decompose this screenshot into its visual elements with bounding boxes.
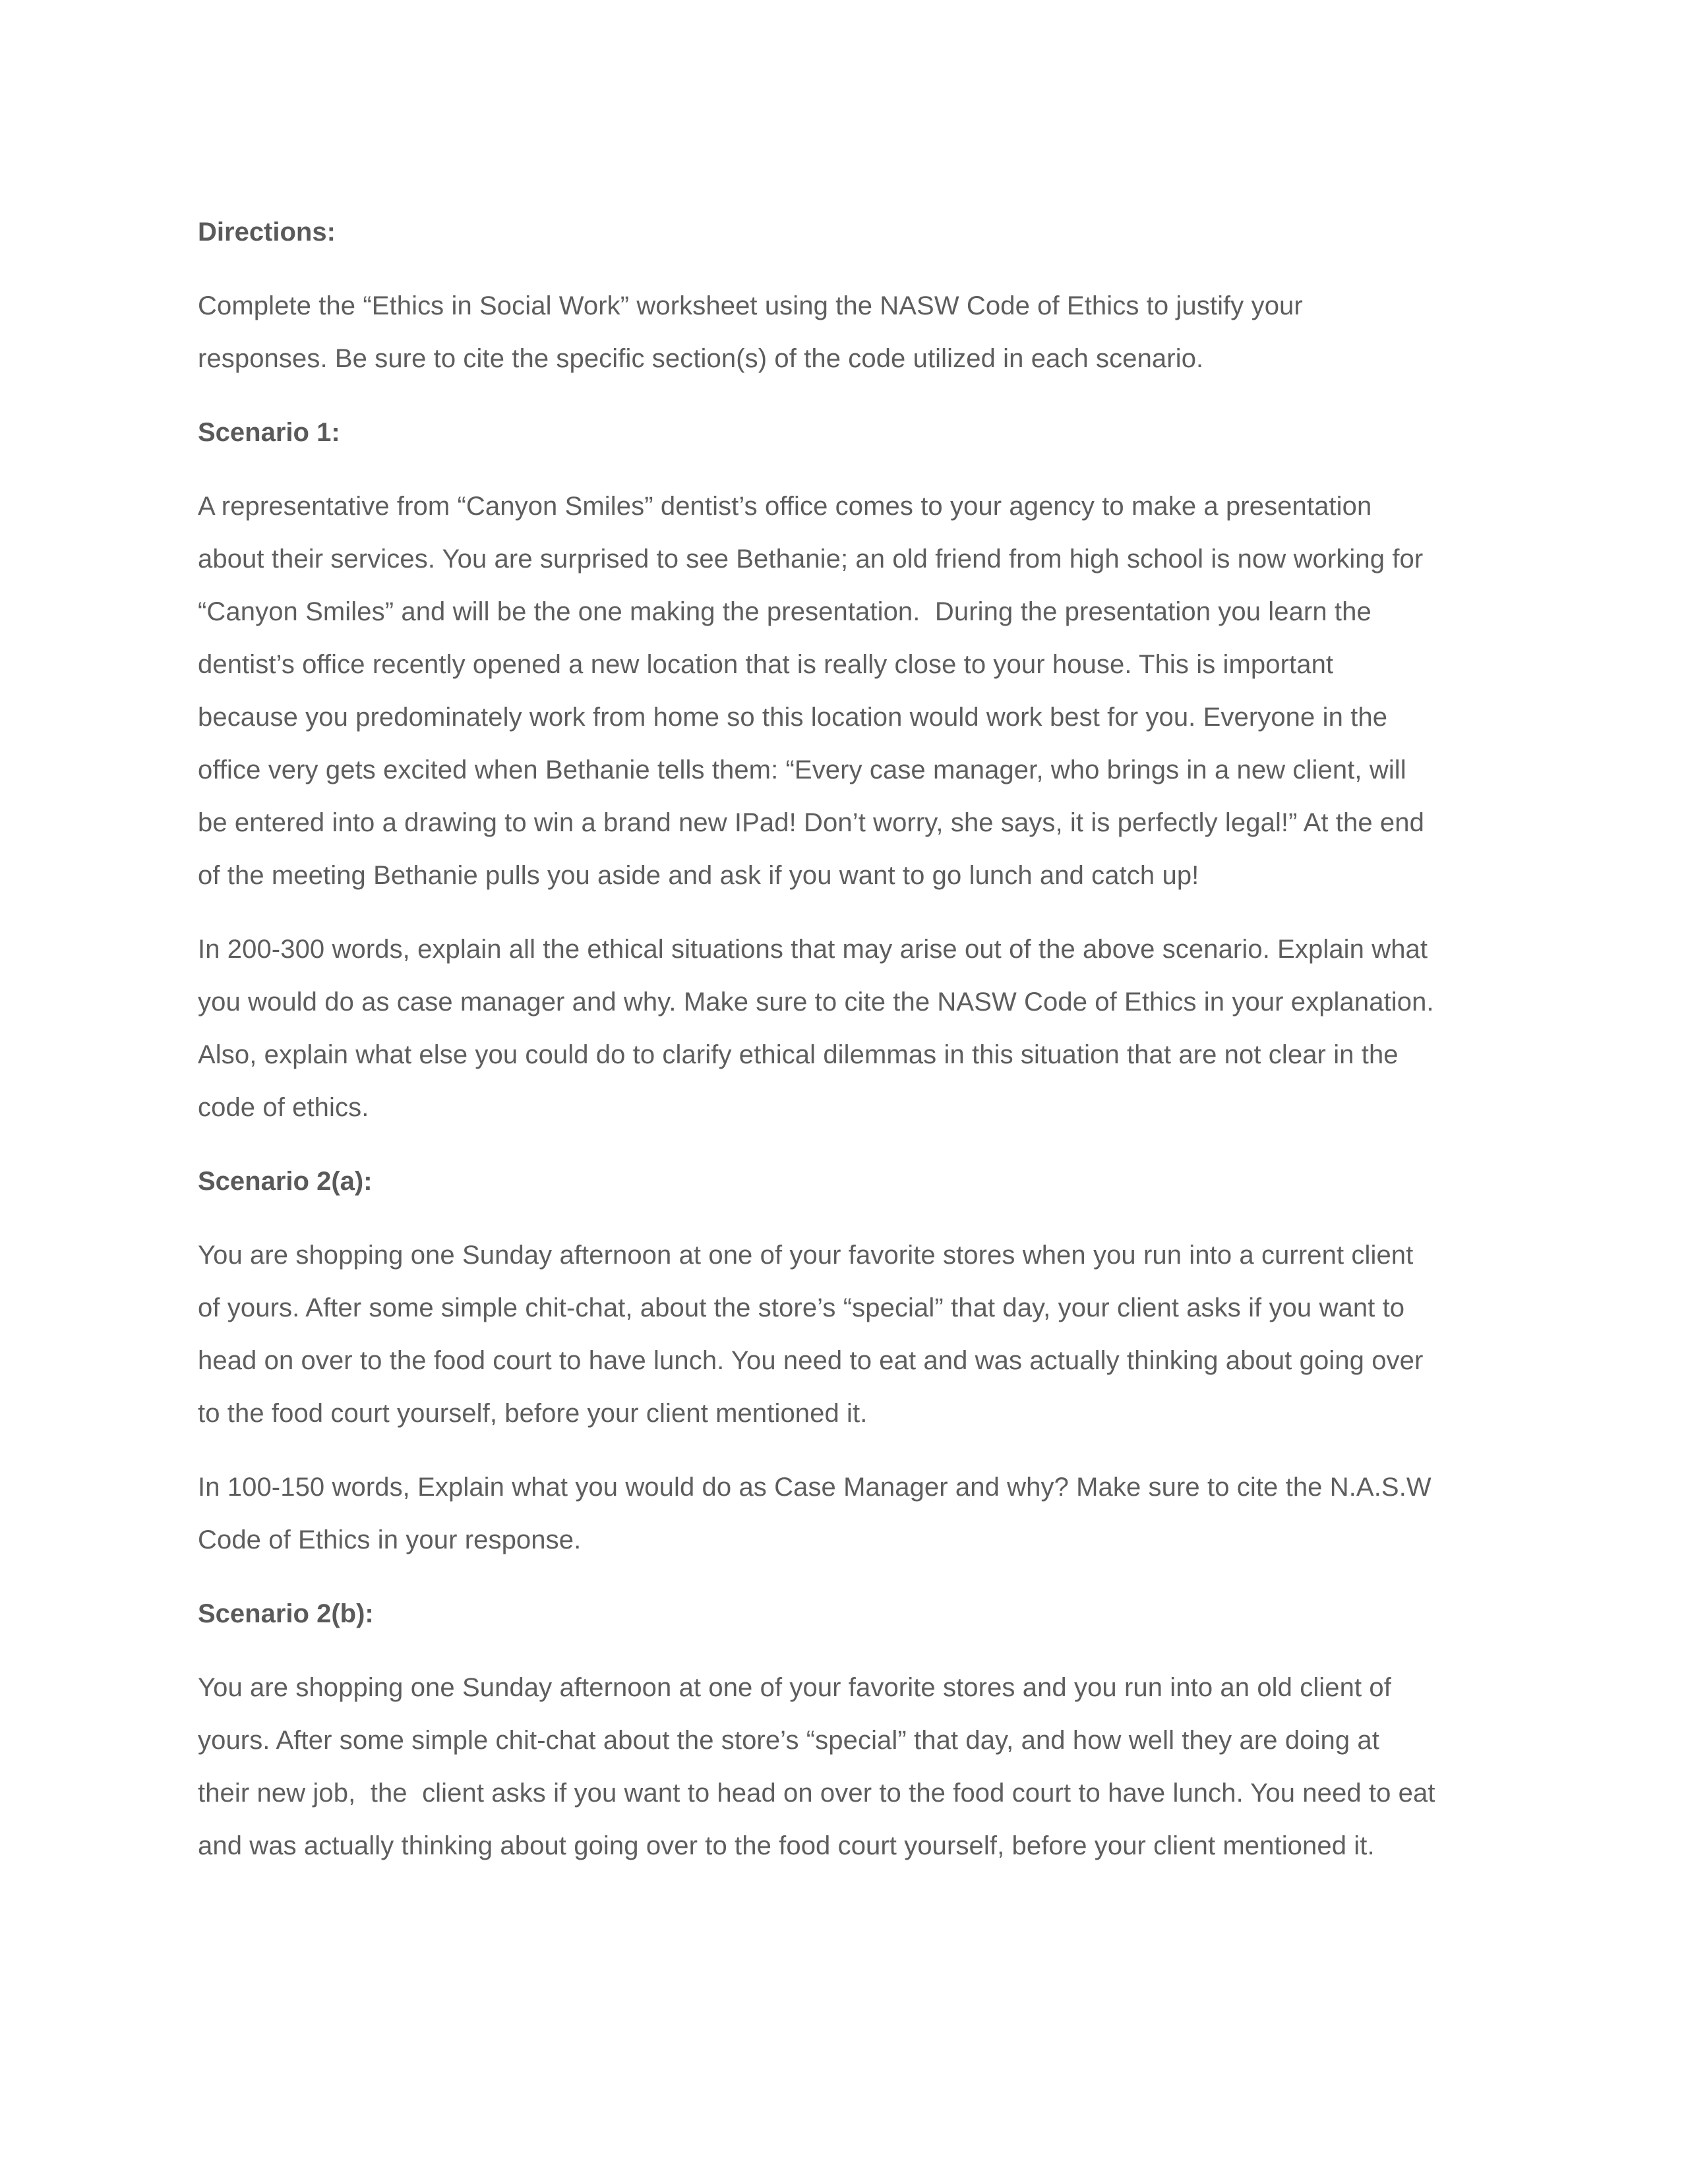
paragraph-line: to the food court yourself, before your client mentioned it. — [198, 1399, 868, 1428]
paragraph-line: of the meeting Bethanie pulls you aside and ask if you want to go lunch and catch up! — [198, 861, 1199, 890]
scenario-1-heading: Scenario 1: — [198, 418, 340, 447]
paragraph-line: because you predominately work from home so this location would work best for you. Everyone in the — [198, 703, 1388, 732]
paragraph-line: dentist’s office recently opened a new location that is really close to your house. This is important — [198, 650, 1334, 679]
scenario-2a-prompt — [198, 1461, 1503, 1566]
paragraph-line: head on over to the food court to have lunch. You need to eat and was actually thinking about going over — [198, 1346, 1424, 1375]
paragraph-line: responses. Be sure to cite the specific section(s) of the code utilized in each scenario. — [198, 344, 1204, 373]
paragraph-line: You are shopping one Sunday afternoon at one of your favorite stores when you run into a current client — [198, 1241, 1414, 1270]
paragraph-line: yours. After some simple chit-chat about the store’s “special” that day, and how well they are doing at — [198, 1726, 1379, 1755]
paragraph-line: about their services. You are surprised to see Bethanie; an old friend from high school is now working for — [198, 545, 1424, 574]
scenario-2b-body — [198, 1661, 1503, 1872]
scenario-1-body — [198, 480, 1503, 902]
paragraph-line: Also, explain what else you could do to clarify ethical dilemmas in this situation that are not clear in the — [198, 1040, 1399, 1069]
paragraph-line: In 200-300 words, explain all the ethical situations that may arise out of the above scenario. Explain what — [198, 935, 1428, 964]
scenario-2a-body — [198, 1229, 1503, 1440]
scenario-2b-heading: Scenario 2(b): — [198, 1599, 374, 1628]
paragraph-line: of yours. After some simple chit-chat, about the store’s “special” that day, your client asks if you want to — [198, 1293, 1405, 1322]
paragraph-line: and was actually thinking about going over to the food court yourself, before your client mentioned it. — [198, 1831, 1375, 1860]
paragraph-line: code of ethics. — [198, 1093, 369, 1122]
paragraph-line: You are shopping one Sunday afternoon at one of your favorite stores and you run into an old client of — [198, 1673, 1391, 1702]
paragraph-line: “Canyon Smiles” and will be the one making the presentation. During the presentation you learn the — [198, 597, 1372, 626]
paragraph-line: you would do as case manager and why. Make sure to cite the NASW Code of Ethics in your explanation. — [198, 988, 1434, 1017]
paragraph-line: be entered into a drawing to win a brand new IPad! Don’t worry, she says, it is perfectly legal!” At the end — [198, 808, 1424, 837]
document-page — [198, 206, 1503, 1872]
directions-paragraph — [198, 280, 1503, 385]
directions-heading: Directions: — [198, 218, 336, 247]
paragraph-line: A representative from “Canyon Smiles” dentist’s office comes to your agency to make a presentation — [198, 492, 1372, 521]
paragraph-line: In 100-150 words, Explain what you would do as Case Manager and why? Make sure to cite the N.A.S.W — [198, 1473, 1432, 1502]
scenario-1-prompt — [198, 923, 1503, 1134]
paragraph-line: Code of Ethics in your response. — [198, 1525, 582, 1554]
paragraph-line: Complete the “Ethics in Social Work” worksheet using the NASW Code of Ethics to justify your — [198, 291, 1303, 320]
paragraph-line: office very gets excited when Bethanie tells them: “Every case manager, who brings in a new client, will — [198, 755, 1406, 784]
paragraph-line: their new job, the client asks if you want to head on over to the food court to have lunch. You need to eat — [198, 1779, 1435, 1808]
scenario-2a-heading: Scenario 2(a): — [198, 1167, 373, 1196]
